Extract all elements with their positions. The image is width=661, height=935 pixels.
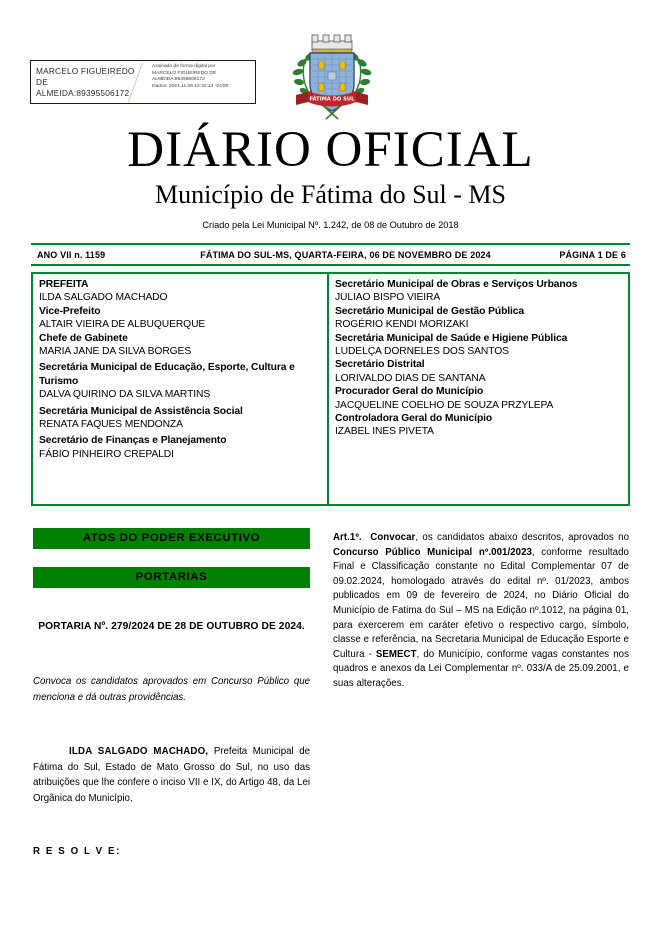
article-segment-2: , conforme resultado Final e Classificação constante no Edital Complementar 07 de 09.02.2024, homologado através do edital nº. 01/2023, ambos publicados em 09 de fevereiro de 2024, no Diário Oficial do Município de Fatima do Sul – MS na Edição nº.1012, na página 01, para exercerem em caráter efetivo o respectivo cargo, símbolo, classe e referência, na Secretaria Municipal de Educação Esporte e Cultura - <box>333 546 629 660</box>
official-entry <box>39 405 321 432</box>
body-column-left <box>33 528 310 857</box>
official-name: MARIA JANE DA SILVA BORGES <box>39 346 192 358</box>
body-column-right <box>333 531 629 692</box>
issue-rule-top <box>31 243 630 245</box>
official-role: Secretária Municipal de Educação, Esporte, Cultura e Turismo <box>39 362 295 387</box>
signature-detail-line-4: Dados: 2024.11.06 12:32:14 -04'00' <box>152 83 230 89</box>
issue-page-number: PÁGINA 1 DE 6 <box>559 249 626 260</box>
signature-details <box>148 61 255 103</box>
page-title: DIÁRIO OFICIAL <box>127 122 534 178</box>
portaria-preamble <box>33 744 310 806</box>
section-banner-portarias: PORTARIAS <box>33 567 310 588</box>
semect-acronym: SEMECT <box>375 648 417 660</box>
officials-table <box>31 272 630 506</box>
signature-detail-line-3: ALMEIDA:89395506172 <box>152 77 205 83</box>
official-entry <box>335 305 622 332</box>
creation-law-line: Criado pela Lei Municipal Nº. 1.242, de 08 de Outubro de 2018 <box>202 220 459 230</box>
official-name: JACQUELINE COELHO DE SOUZA PRZYLEPA <box>335 399 554 411</box>
page-subtitle: Município de Fátima do Sul - MS <box>155 180 506 209</box>
preamble-mayor-name: ILDA SALGADO MACHADO, <box>69 746 209 757</box>
official-name: ILDA SALGADO MACHADO <box>39 292 168 304</box>
article-label: Art.1º. <box>333 532 362 543</box>
portaria-ementa: Convoca os candidatos aprovados em Concurso Público que menciona e dá outras providências. <box>33 676 310 703</box>
official-entry <box>335 385 622 412</box>
official-entry <box>39 361 321 401</box>
official-role: Secretária Municipal de Assistência Social <box>39 405 243 417</box>
article-verb: Convocar <box>370 532 416 543</box>
official-entry <box>39 434 321 461</box>
issue-bar <box>31 246 630 263</box>
official-role: Secretário Municipal de Gestão Pública <box>335 305 525 317</box>
section-banner-executive-acts: ATOS DO PODER EXECUTIVO <box>33 528 310 549</box>
official-entry <box>335 332 622 359</box>
issue-rule-bottom <box>31 264 630 266</box>
official-role: Secretário Municipal de Obras e Serviços Urbanos <box>335 279 578 290</box>
official-role: Procurador Geral do Município <box>335 386 484 398</box>
digital-signature-box <box>30 60 256 104</box>
article-segment-1: , os candidatos abaixo descritos, aprovados no <box>415 532 630 543</box>
official-role: Chefe de Gabinete <box>39 332 128 344</box>
official-name: IZABEL INES PIVETA <box>335 426 434 438</box>
official-role: Secretário Distrital <box>335 359 425 371</box>
issue-place-date: FÁTIMA DO SUL-MS, QUARTA-FEIRA, 06 DE NOVEMBRO DE 2024 <box>200 249 491 260</box>
official-role: Controladora Geral do Município <box>335 413 493 425</box>
official-entry <box>39 332 321 359</box>
official-name: FÁBIO PINHEIRO CREPALDI <box>39 448 174 460</box>
official-entry <box>335 412 622 439</box>
signature-name-line-1: MARCELO FIGUEIREDO DE <box>36 65 135 87</box>
official-role: Secretário de Finanças e Planejamento <box>39 435 227 447</box>
svg-text:FÁTIMA DO SUL: FÁTIMA DO SUL <box>309 96 355 103</box>
official-entry <box>39 305 321 332</box>
issue-year-number: ANO VII n. 1159 <box>37 249 106 260</box>
coat-of-arms-icon <box>288 27 376 123</box>
official-entry <box>39 278 321 305</box>
official-name: ROGÉRIO KENDI MORIZAKI <box>335 319 469 331</box>
official-entry <box>335 358 622 385</box>
official-role: Vice-Prefeito <box>39 305 101 317</box>
officials-column-right <box>329 274 628 504</box>
resolve-label: R E S O L V E: <box>33 846 121 857</box>
official-role: PREFEITA <box>39 279 89 290</box>
official-role: Secretária Municipal de Saúde e Higiene Pública <box>335 332 568 344</box>
official-name: ALTAIR VIEIRA DE ALBUQUERQUE <box>39 319 206 331</box>
official-name: RENATA FAQUES MENDONZA <box>39 419 183 431</box>
signature-detail-line-2: MARCELO FIGUEIREDO DE <box>152 70 217 76</box>
official-name: LUDELÇA DORNELES DOS SANTOS <box>335 346 509 358</box>
signature-name-line-2: ALMEIDA:89395506172 <box>36 87 130 98</box>
official-name: JULIAO BISPO VIEIRA <box>335 292 441 304</box>
official-name: LORIVALDO DIAS DE SANTANA <box>335 372 486 384</box>
official-entry <box>335 278 622 305</box>
signature-detail-line-1: Assinado de forma digital por <box>152 64 216 69</box>
portaria-title: PORTARIA Nº. 279/2024 DE 28 DE OUTUBRO DE 2024. <box>38 621 305 632</box>
concurso-reference: Concurso Público Municipal nº.001/2023 <box>333 546 532 558</box>
officials-column-left <box>33 274 329 504</box>
article-segment-3: , do Município, conforme vagas constantes nos quadros e anexos da Lei Complementar nº. 033/A de 25.09.2001, e suas alterações. <box>333 648 629 689</box>
preamble-text: Prefeita Municipal de Fátima do Sul, Estado de Mato Grosso do Sul, no uso das atribuições que lhe confere o inciso VII e IX, do Artigo 48, da Lei Orgânica do Município, <box>33 746 310 804</box>
official-name: DALVA QUIRINO DA SILVA MARTINS <box>39 389 211 401</box>
